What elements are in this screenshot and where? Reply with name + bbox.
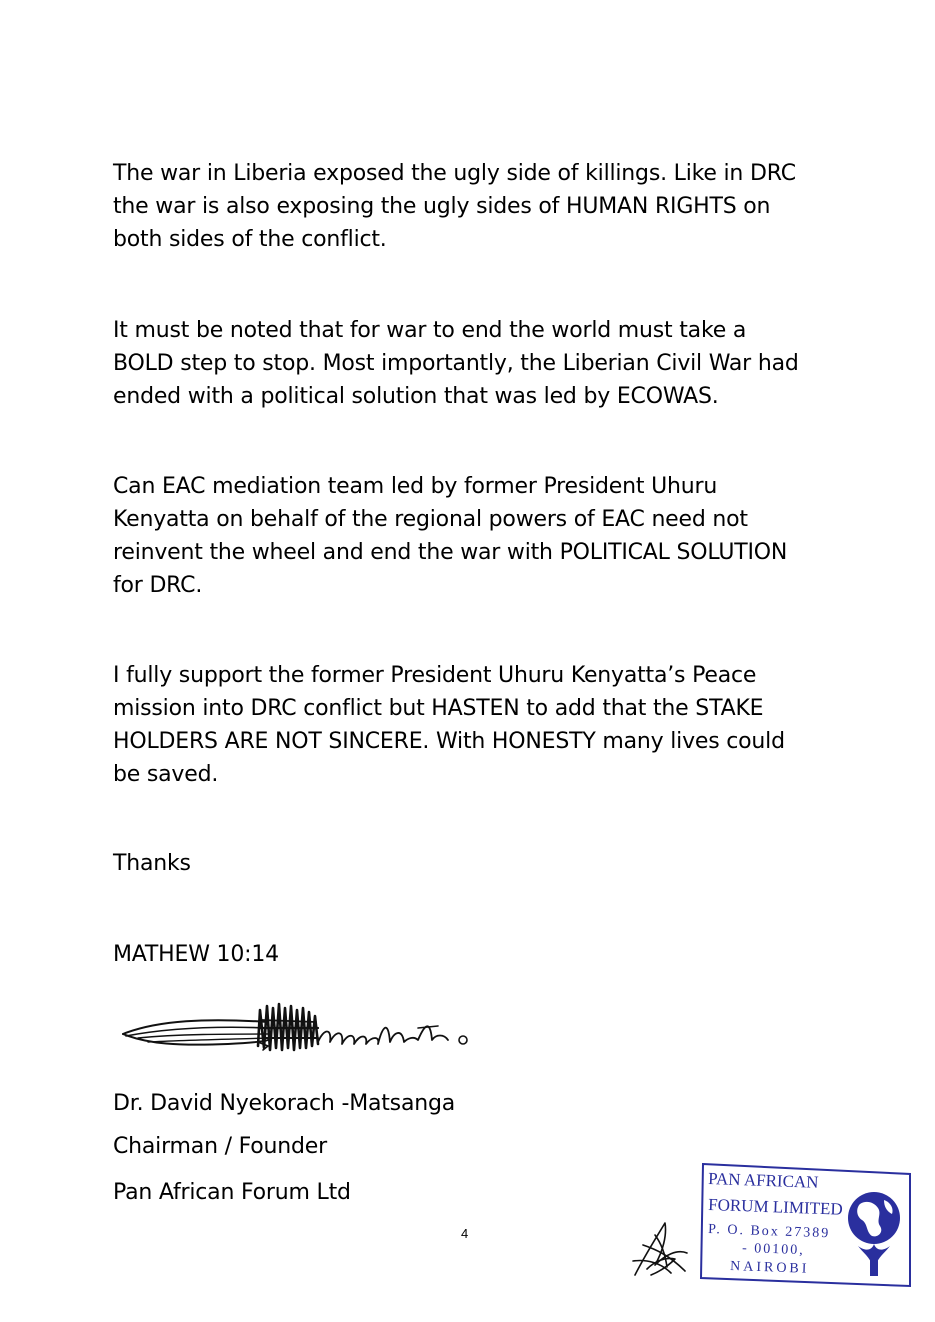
text-line: The war in Liberia exposed the ugly side of killings. Like in DRC	[113, 161, 796, 186]
text-line: It must be noted that for war to end the world must take a	[113, 318, 747, 343]
closing-thanks: Thanks	[113, 851, 191, 876]
handwritten-signature	[118, 998, 478, 1068]
globe-icon	[848, 1192, 900, 1276]
scripture-reference: MATHEW 10:14	[113, 942, 279, 967]
paragraph-bold-step	[113, 314, 833, 413]
text-line: both sides of the conflict.	[113, 227, 387, 252]
paragraph-peace-mission	[113, 659, 833, 791]
text-line: Kenyatta on behalf of the regional powers of EAC need not	[113, 507, 748, 532]
text-line: Can EAC mediation team led by former President Uhuru	[113, 474, 718, 499]
text-line: HOLDERS ARE NOT SINCERE. With HONESTY many lives could	[113, 729, 785, 754]
page-number: 4	[461, 1226, 469, 1241]
signatory-name: Dr. David Nyekorach -Matsanga	[113, 1091, 456, 1116]
stamp-line1: PAN AFRICAN	[707, 1169, 819, 1192]
signatory-organization: Pan African Forum Ltd	[113, 1180, 351, 1205]
text-line: I fully support the former President Uhuru Kenyatta’s Peace	[113, 663, 757, 688]
text-line: reinvent the wheel and end the war with POLITICAL SOLUTION	[113, 540, 788, 565]
stamp-line2: FORUM LIMITED	[707, 1195, 844, 1219]
paragraph-eac-mediation	[113, 470, 833, 602]
initials-signature	[625, 1215, 695, 1285]
text-line: be saved.	[113, 762, 219, 787]
organization-stamp	[698, 1160, 914, 1288]
text-line: ended with a political solution that was led by ECOWAS.	[113, 384, 719, 409]
text-line: the war is also exposing the ugly sides of HUMAN RIGHTS on	[113, 194, 771, 219]
text-line: mission into DRC conflict but HASTEN to add that the STAKE	[113, 696, 764, 721]
stamp-line4: - 00100,	[741, 1241, 806, 1259]
text-line: BOLD step to stop. Most importantly, the Liberian Civil War had	[113, 351, 799, 376]
stamp-line3: P. O. Box 27389	[707, 1222, 831, 1242]
paragraph-liberia-war	[113, 157, 833, 256]
signatory-title: Chairman / Founder	[113, 1134, 327, 1159]
stamp-line5: NAIROBI	[729, 1259, 810, 1277]
text-line: for DRC.	[113, 573, 203, 598]
